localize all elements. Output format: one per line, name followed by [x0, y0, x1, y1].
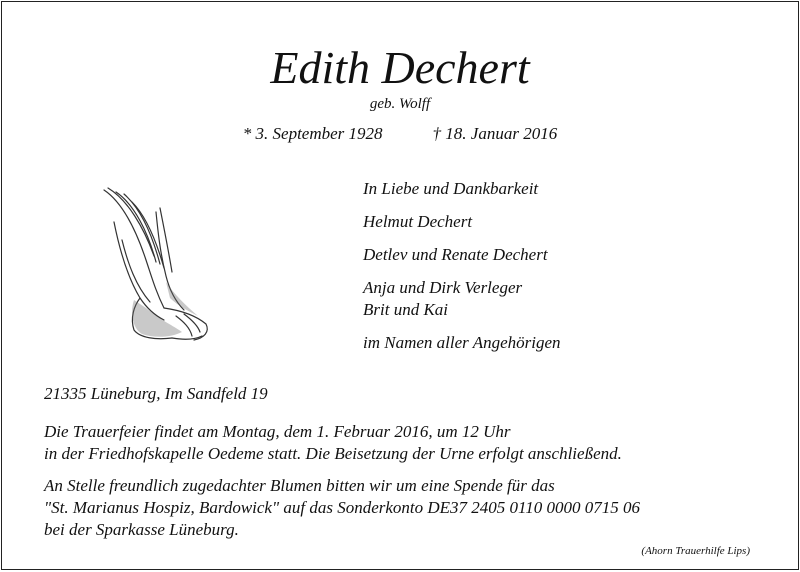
donation-line: bei der Sparkasse Lüneburg.	[44, 520, 239, 539]
family-address: 21335 Lüneburg, Im Sandfeld 19	[44, 384, 268, 403]
ceremony-info	[44, 421, 622, 465]
ceremony-line: Die Trauerfeier findet am Montag, dem 1. Februar 2016, um 12 Uhr	[44, 422, 511, 441]
funeral-home-credit: (Ahorn Trauerhilfe Lips)	[641, 545, 750, 557]
mourner-line: Anja und Dirk Verleger	[363, 278, 523, 297]
donation-info	[44, 475, 640, 541]
mourner-group	[363, 277, 561, 321]
mourner-line: Detlev und Renate Dechert	[363, 245, 548, 264]
life-dates	[2, 124, 798, 144]
donation-line: An Stelle freundlich zugedachter Blumen bitten wir um eine Spende für das	[44, 476, 555, 495]
death-date: † 18. Januar 2016	[432, 124, 558, 143]
mourners-block	[363, 178, 561, 365]
mourner-line: Brit und Kai	[363, 300, 449, 319]
obituary-notice	[1, 1, 799, 570]
birth-name: geb. Wolff	[369, 96, 431, 112]
mourners-closing: im Namen aller Angehörigen	[363, 333, 561, 352]
ceremony-line: in der Friedhofskapelle Oedeme statt. Die Beisetzung der Urne erfolgt anschließend.	[44, 444, 622, 463]
mourner-line: Helmut Dechert	[363, 212, 473, 231]
deceased-name: Edith Dechert	[270, 42, 530, 93]
mourners-intro: In Liebe und Dankbarkeit	[363, 179, 539, 198]
praying-hands-icon	[94, 182, 214, 342]
donation-line: "St. Marianus Hospiz, Bardowick" auf das Sonderkonto DE37 2405 0110 0000 0715 06	[44, 498, 641, 517]
birth-date: * 3. September 1928	[242, 124, 383, 143]
